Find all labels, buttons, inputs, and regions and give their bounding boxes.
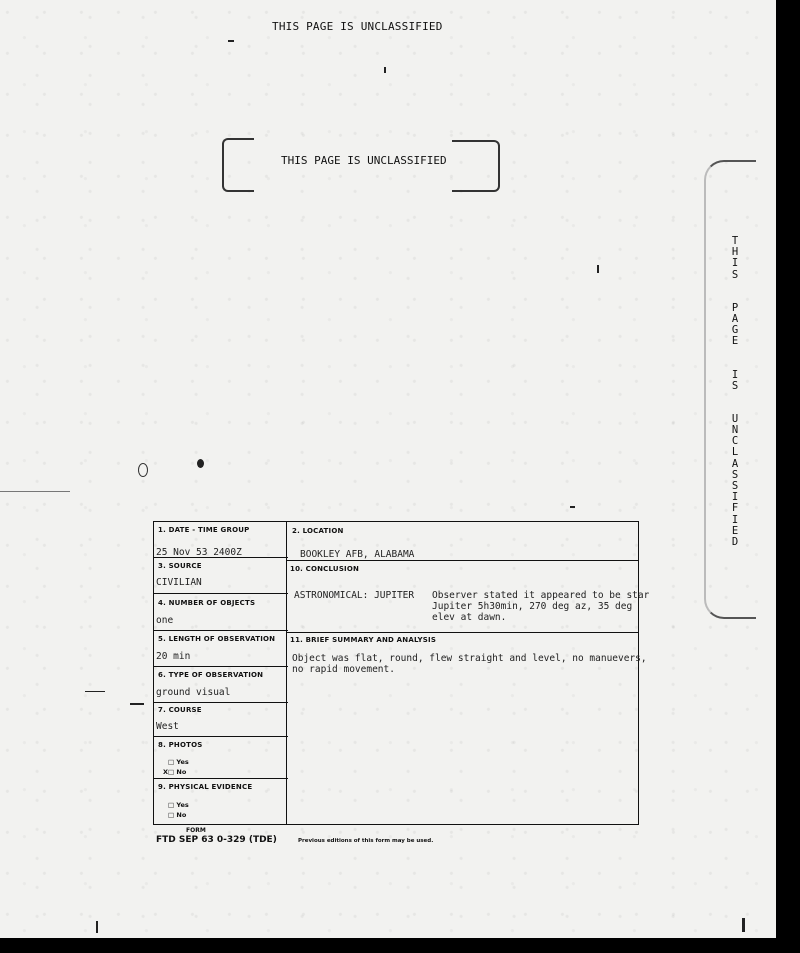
ink-speck	[228, 40, 234, 42]
vertical-stamp-letter: A	[731, 457, 739, 470]
summary-value: Object was flat, round, flew straight and level, no manuevers, no rapid movement.	[292, 653, 647, 675]
ink-speck	[138, 463, 148, 477]
ink-speck	[85, 691, 105, 692]
row-divider	[154, 778, 288, 779]
vertical-stamp-letter: L	[731, 446, 739, 459]
ink-speck	[0, 491, 70, 492]
vertical-stamp-letter: I	[731, 257, 739, 270]
row-divider	[154, 593, 288, 594]
row-divider	[154, 666, 288, 667]
previous-editions-note: Previous editions of this form may be used.	[298, 838, 434, 844]
top-classification-stamp: THIS PAGE IS UNCLASSIFIED	[272, 20, 443, 33]
row-divider	[154, 702, 288, 703]
ink-speck	[742, 918, 745, 932]
vertical-stamp-letter: N	[731, 424, 739, 437]
vertical-stamp-letter: T	[731, 235, 739, 247]
ink-speck	[570, 506, 575, 508]
evidence-yes-checkbox[interactable]: □ Yes	[168, 801, 189, 809]
objects-value: one	[156, 615, 174, 626]
ink-speck	[197, 459, 204, 468]
row-divider	[286, 560, 638, 561]
location-value: BOOKLEY AFB, ALABAMA	[300, 549, 415, 560]
form-number: FTD SEP 63 0-329 (TDE)	[156, 835, 277, 845]
summary-label: 11. BRIEF SUMMARY AND ANALYSIS	[290, 636, 437, 644]
vertical-stamp-letter: E	[731, 335, 739, 348]
vertical-stamp-letter: G	[731, 324, 739, 337]
source-value: CIVILIAN	[156, 577, 202, 588]
vertical-stamp-letter: P	[731, 301, 739, 314]
photos-yes-checkbox[interactable]: □ Yes	[168, 758, 189, 766]
vertical-stamp-letter: I	[731, 513, 739, 526]
stamp-bracket-right	[452, 140, 500, 192]
location-label: 2. LOCATION	[292, 527, 344, 535]
date-value: 25 Nov 53 2400Z	[156, 547, 242, 558]
vertical-stamp-letter: H	[731, 246, 739, 259]
vertical-stamp-letter: S	[731, 268, 739, 281]
stamp-bracket-left	[222, 138, 254, 192]
ufo-report-form	[153, 521, 650, 825]
vertical-stamp-letter: S	[731, 468, 739, 481]
ink-speck	[384, 67, 386, 73]
conclusion-value: ASTRONOMICAL: JUPITER	[294, 590, 415, 601]
type-label: 6. TYPE OF OBSERVATION	[158, 671, 264, 679]
vertical-stamp-letter: I	[731, 491, 739, 504]
row-divider	[154, 630, 288, 631]
photos-no-checkbox[interactable]: X□ No	[163, 768, 187, 776]
vertical-stamp-letter: S	[731, 480, 739, 492]
row-divider	[154, 736, 288, 737]
objects-label: 4. NUMBER OF OBJECTS	[158, 599, 256, 607]
vertical-stamp-letter: C	[731, 435, 739, 448]
photos-label: 8. PHOTOS	[158, 741, 203, 749]
vertical-stamp-letter: U	[731, 412, 739, 425]
vertical-stamp-letter: A	[731, 312, 739, 325]
evidence-label: 9. PHYSICAL EVIDENCE	[158, 783, 253, 791]
ink-speck	[130, 703, 144, 705]
ink-speck	[597, 265, 599, 273]
vertical-stamp-letter	[729, 392, 741, 414]
length-value: 20 min	[156, 651, 191, 662]
evidence-no-checkbox[interactable]: □ No	[168, 811, 187, 819]
boxed-classification-stamp: THIS PAGE IS UNCLASSIFIED	[281, 154, 447, 167]
course-label: 7. COURSE	[158, 706, 202, 714]
ink-speck	[96, 921, 98, 933]
form-word: FORM	[186, 827, 206, 834]
conclusion-label: 10. CONCLUSION	[290, 565, 360, 573]
type-value: ground visual	[156, 687, 231, 698]
vertical-classification-stamp	[729, 236, 741, 548]
vertical-stamp-letter: E	[731, 524, 739, 537]
date-label: 1. DATE - TIME GROUP	[158, 526, 250, 534]
length-label: 5. LENGTH OF OBSERVATION	[158, 635, 276, 643]
vertical-stamp-letter: I	[731, 368, 739, 381]
vertical-stamp-letter	[729, 281, 741, 303]
vertical-stamp-letter: D	[731, 535, 739, 548]
vertical-stamp-letter: S	[731, 379, 739, 392]
course-value: West	[156, 721, 179, 732]
vertical-stamp-letter	[729, 348, 741, 370]
source-label: 3. SOURCE	[158, 562, 202, 570]
conclusion-note: Observer stated it appeared to be star Jupiter 5h30min, 270 deg az, 35 deg elev at dawn.	[432, 590, 650, 623]
row-divider	[286, 632, 638, 633]
vertical-stamp-letter: F	[731, 502, 739, 515]
